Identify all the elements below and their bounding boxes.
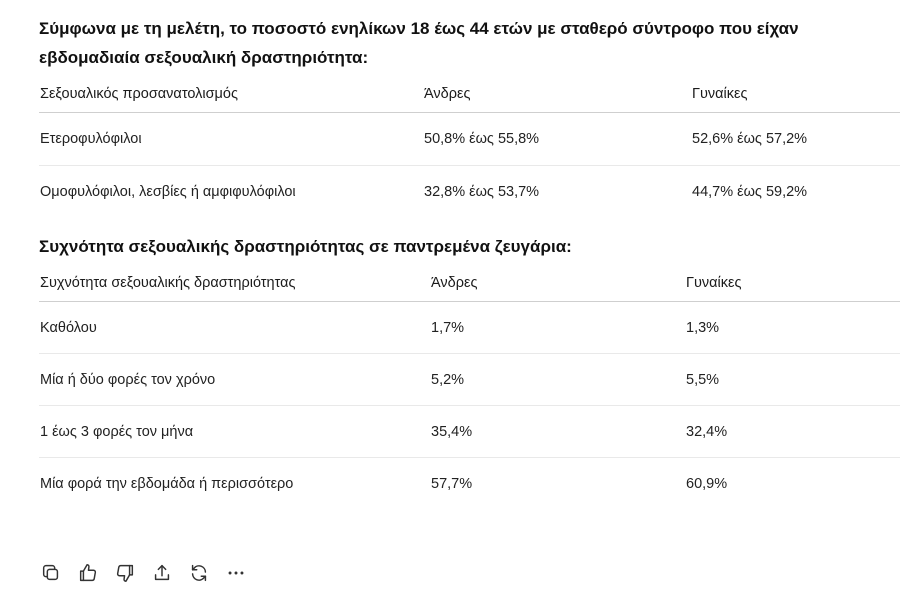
share-icon xyxy=(151,562,173,584)
table-row xyxy=(39,166,900,219)
column-header: Γυναίκες xyxy=(691,75,900,113)
regenerate-button[interactable] xyxy=(188,560,225,586)
table-cell: 50,8% έως 55,8% xyxy=(423,113,691,166)
frequency-table xyxy=(39,264,900,509)
table-cell: Ομοφυλόφιλοι, λεσβίες ή αμφιφυλόφιλοι xyxy=(40,184,296,200)
like-button[interactable] xyxy=(77,560,114,586)
column-header: Συχνότητα σεξουαλικής δραστηριότητας xyxy=(39,264,430,302)
dislike-button[interactable] xyxy=(114,560,151,586)
table-cell: Μία φορά την εβδομάδα ή περισσότερο xyxy=(40,475,294,492)
column-header: Άνδρες xyxy=(423,75,691,113)
table-cell: Καθόλου xyxy=(39,302,430,354)
orientation-table xyxy=(39,75,900,218)
more-icon xyxy=(225,562,247,584)
table-header-row xyxy=(39,75,900,113)
table-row xyxy=(39,113,900,166)
table-cell: 32,4% xyxy=(685,406,900,458)
table-row xyxy=(39,302,900,354)
table-row xyxy=(39,458,900,510)
response-content xyxy=(39,14,900,509)
table-cell: 1 έως 3 φορές τον μήνα xyxy=(39,406,430,458)
section1-heading: Σύμφωνα με τη μελέτη, το ποσοστό ενηλίκων 18 έως 44 ετών με σταθερό σύντροφο που είχαν εβδομαδιαία σεξουαλική δραστηριότητα: xyxy=(39,19,799,67)
more-options-button[interactable] xyxy=(225,560,262,586)
thumbs-up-icon xyxy=(77,562,99,584)
table-row xyxy=(39,354,900,406)
table-cell: Ετεροφυλόφιλοι xyxy=(39,113,423,166)
table-cell: 52,6% έως 57,2% xyxy=(691,113,900,166)
column-header: Άνδρες xyxy=(430,264,685,302)
table-cell: 1,3% xyxy=(685,302,900,354)
table-cell: 44,7% έως 59,2% xyxy=(692,184,808,200)
regenerate-icon xyxy=(188,562,210,584)
column-header: Γυναίκες xyxy=(685,264,900,302)
table-cell: Μία ή δύο φορές τον χρόνο xyxy=(39,354,430,406)
table-cell: 32,8% έως 53,7% xyxy=(424,184,540,200)
table-cell: 57,7% xyxy=(431,475,473,492)
copy-icon xyxy=(40,562,62,584)
thumbs-down-icon xyxy=(114,562,136,584)
table-cell: 1,7% xyxy=(430,302,685,354)
table-row xyxy=(39,406,900,458)
table-cell: 35,4% xyxy=(430,406,685,458)
column-header: Σεξουαλικός προσανατολισμός xyxy=(39,75,423,113)
copy-button[interactable] xyxy=(40,560,77,586)
share-button[interactable] xyxy=(151,560,188,586)
table-cell: 5,5% xyxy=(685,354,900,406)
table-cell: 60,9% xyxy=(686,475,728,492)
response-actions-toolbar xyxy=(40,560,262,586)
table-cell: 5,2% xyxy=(430,354,685,406)
section2-heading: Συχνότητα σεξουαλικής δραστηριότητας σε παντρεμένα ζευγάρια: xyxy=(39,237,572,256)
table-header-row xyxy=(39,264,900,302)
